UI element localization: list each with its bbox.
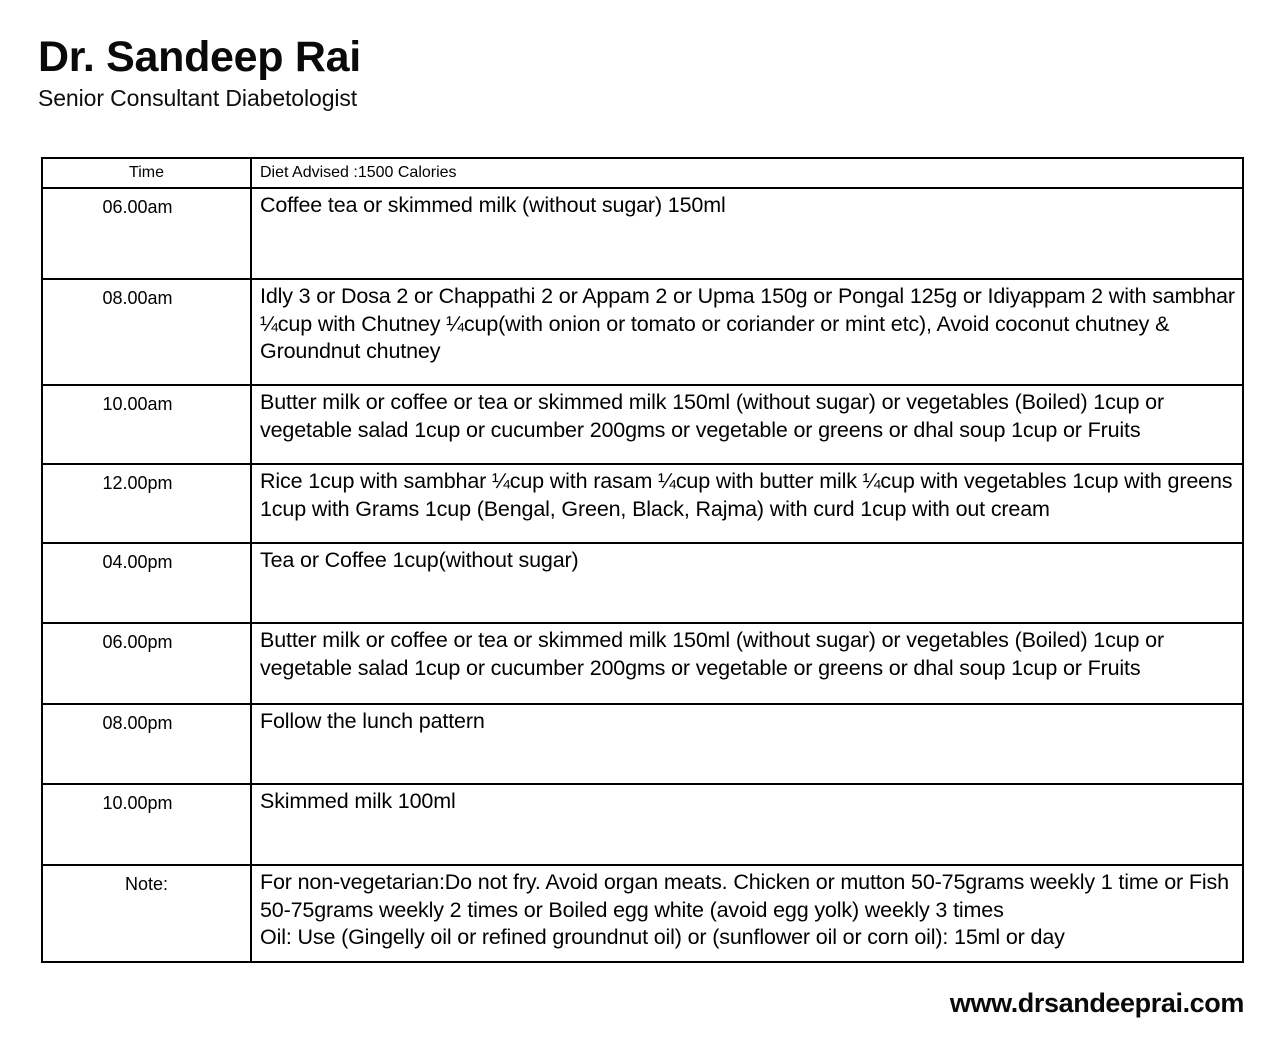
table-row-note: [42, 865, 1243, 962]
diet-table-container: [41, 157, 1242, 963]
diet-cell: Butter milk or coffee or tea or skimmed milk 150ml (without sugar) or vegetables (Boiled) 1cup or vegetable salad 1cup or cucumber 200gms or vegetable or greens or dhal soup 1cup or Fruits: [251, 623, 1243, 704]
diet-cell: Rice 1cup with sambhar ¼cup with rasam ¼cup with butter milk ¼cup with vegetables 1cup with greens 1cup with Grams 1cup (Bengal, Green, Black, Rajma) with curd 1cup with out cream: [251, 464, 1243, 543]
diet-cell: Idly 3 or Dosa 2 or Chappathi 2 or Appam 2 or Upma 150g or Pongal 125g or Idiyappam 2 with sambhar ¼cup with Chutney ¼cup(with onion or tomato or coriander or mint etc), Avoid coconut chutney & Groundnut chutney: [251, 279, 1243, 385]
footer: [950, 988, 1244, 1019]
table-row: [42, 279, 1243, 385]
column-header-diet: Diet Advised :1500 Calories: [251, 158, 1243, 188]
table-header-row: [42, 158, 1243, 188]
time-cell: 04.00pm: [42, 543, 251, 623]
note-label: Note:: [42, 865, 251, 962]
diet-cell: Coffee tea or skimmed milk (without sugar) 150ml: [251, 188, 1243, 279]
letterhead: [38, 33, 938, 111]
diet-cell: Follow the lunch pattern: [251, 704, 1243, 784]
note-line: Oil: Use (Gingelly oil or refined groundnut oil) or (sunflower oil or corn oil): 15ml or day: [260, 925, 1065, 950]
time-cell: 08.00am: [42, 279, 251, 385]
table-row: [42, 784, 1243, 865]
time-cell: 08.00pm: [42, 704, 251, 784]
table-row: [42, 623, 1243, 704]
diet-cell: Butter milk or coffee or tea or skimmed milk 150ml (without sugar) or vegetables (Boiled) 1cup or vegetable salad 1cup or cucumber 200gms or vegetable or greens or dhal soup 1cup or Fruits: [251, 385, 1243, 464]
time-cell: 06.00pm: [42, 623, 251, 704]
time-cell: 12.00pm: [42, 464, 251, 543]
table-row: [42, 385, 1243, 464]
doctor-name: Dr. Sandeep Rai: [38, 33, 361, 81]
table-row: [42, 188, 1243, 279]
table-row: [42, 704, 1243, 784]
diet-cell: Skimmed milk 100ml: [251, 784, 1243, 865]
note-line: For non-vegetarian:Do not fry. Avoid organ meats. Chicken or mutton 50-75grams weekly 1 time or Fish 50-75grams weekly 2 times or Boiled egg white (avoid egg yolk) weekly 3 times: [260, 870, 1229, 922]
time-cell: 10.00pm: [42, 784, 251, 865]
website-url: www.drsandeeprai.com: [949, 988, 1244, 1018]
column-header-time: Time: [42, 158, 251, 188]
time-cell: 06.00am: [42, 188, 251, 279]
table-row: [42, 543, 1243, 623]
table-row: [42, 464, 1243, 543]
doctor-title: Senior Consultant Diabetologist: [38, 85, 358, 111]
diet-table: [41, 157, 1244, 963]
time-cell: 10.00am: [42, 385, 251, 464]
diet-cell: Tea or Coffee 1cup(without sugar): [251, 543, 1243, 623]
note-cell: [251, 865, 1243, 962]
